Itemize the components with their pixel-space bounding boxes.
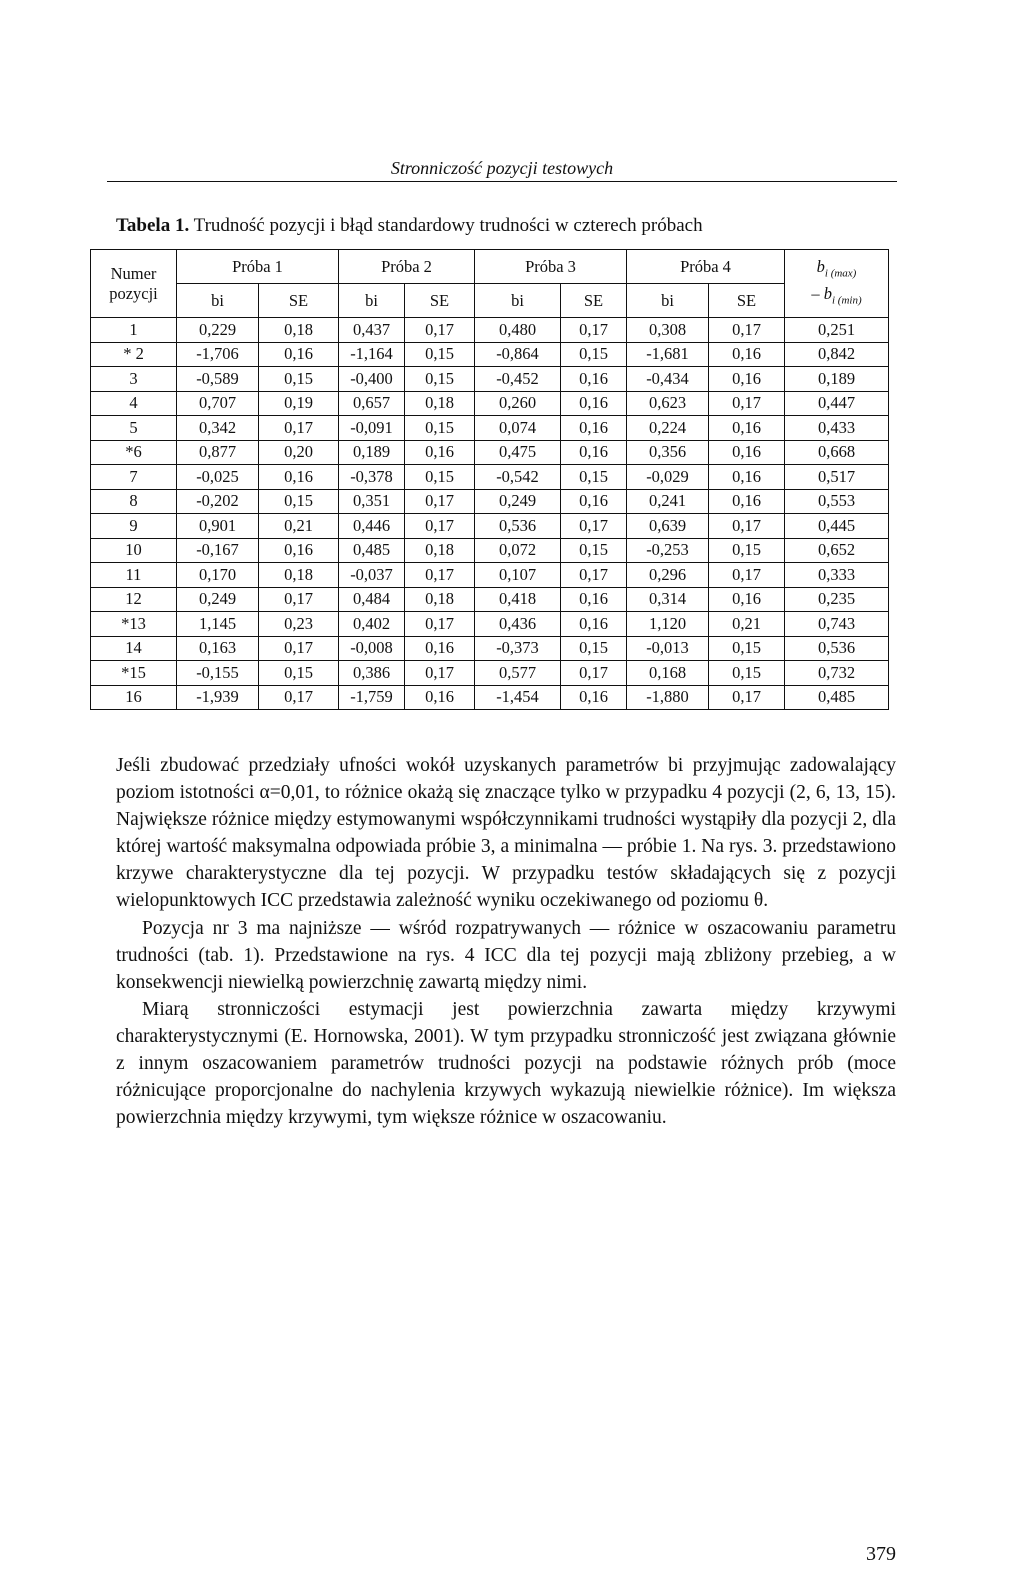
- table-cell: 0,16: [561, 685, 627, 710]
- table-cell: -1,706: [177, 342, 259, 367]
- table-cell: 0,16: [405, 685, 475, 710]
- table-cell: -0,008: [339, 636, 405, 661]
- row-number-cell: *6: [91, 440, 177, 465]
- table-cell: 0,17: [561, 514, 627, 539]
- table-cell: 0,21: [709, 612, 785, 637]
- table-row: [91, 587, 889, 612]
- table-cell: 0,241: [627, 489, 709, 514]
- table-cell: 0,16: [709, 367, 785, 392]
- table-cell: 0,652: [785, 538, 889, 563]
- table-cell: 0,15: [259, 661, 339, 686]
- table-cell: 0,418: [475, 587, 561, 612]
- subheader-b: bi: [627, 284, 709, 318]
- table-cell: 0,16: [709, 440, 785, 465]
- table-cell: 0,16: [405, 440, 475, 465]
- table-cell: 0,16: [259, 342, 339, 367]
- table-cell: 0,15: [405, 342, 475, 367]
- table-cell: 0,17: [405, 563, 475, 588]
- row-number-cell: 16: [91, 685, 177, 710]
- row-number-cell: *15: [91, 661, 177, 686]
- table-cell: 0,17: [709, 563, 785, 588]
- table-cell: -0,434: [627, 367, 709, 392]
- subheader-b: bi: [475, 284, 561, 318]
- table-cell: 0,15: [561, 636, 627, 661]
- page-number: 379: [866, 1543, 896, 1565]
- table-cell: 0,553: [785, 489, 889, 514]
- table-caption: [116, 215, 703, 237]
- row-number-cell: 11: [91, 563, 177, 588]
- subheader-se: SE: [561, 284, 627, 318]
- table-cell: 0,16: [561, 612, 627, 637]
- table-cell: -0,373: [475, 636, 561, 661]
- table-cell: 0,18: [405, 391, 475, 416]
- table-cell: 0,260: [475, 391, 561, 416]
- col-header-numer: [91, 250, 177, 318]
- table-cell: 0,16: [709, 587, 785, 612]
- table-row: [91, 661, 889, 686]
- table-cell: 0,485: [339, 538, 405, 563]
- table-cell: -0,378: [339, 465, 405, 490]
- running-head: Stronniczość pozycji testowych: [390, 158, 614, 178]
- table-cell: 0,107: [475, 563, 561, 588]
- table-cell: -1,880: [627, 685, 709, 710]
- range-line2-sub: i (min): [831, 293, 862, 306]
- table-cell: 0,249: [475, 489, 561, 514]
- table-row: [91, 636, 889, 661]
- difficulty-table: [90, 249, 889, 710]
- table-cell: 0,17: [405, 489, 475, 514]
- table-cell: -0,400: [339, 367, 405, 392]
- table-row: [91, 465, 889, 490]
- table-cell: 0,163: [177, 636, 259, 661]
- table-cell: 0,20: [259, 440, 339, 465]
- table-cell: 0,668: [785, 440, 889, 465]
- table-cell: 0,249: [177, 587, 259, 612]
- table-cell: 0,485: [785, 685, 889, 710]
- body-text: [116, 752, 896, 1131]
- table-cell: 0,436: [475, 612, 561, 637]
- table-cell: 0,351: [339, 489, 405, 514]
- group-header-proba-1: Próba 1: [177, 250, 339, 284]
- table-cell: -0,864: [475, 342, 561, 367]
- table-cell: -0,542: [475, 465, 561, 490]
- table-cell: -0,091: [339, 416, 405, 441]
- table-cell: 0,18: [405, 587, 475, 612]
- row-number-cell: 5: [91, 416, 177, 441]
- table-cell: 0,296: [627, 563, 709, 588]
- table-cell: 0,168: [627, 661, 709, 686]
- row-number-cell: 14: [91, 636, 177, 661]
- table-cell: 0,445: [785, 514, 889, 539]
- table-row: [91, 318, 889, 343]
- table-cell: 0,18: [259, 318, 339, 343]
- table-cell: -1,939: [177, 685, 259, 710]
- header-rule: [107, 181, 897, 182]
- table-row: [91, 563, 889, 588]
- table-cell: 0,17: [259, 636, 339, 661]
- range-line2: – b: [811, 283, 832, 303]
- group-header-proba-2: Próba 2: [339, 250, 475, 284]
- table-cell: 0,707: [177, 391, 259, 416]
- paragraph: Pozycja nr 3 ma najniższe — wśród rozpatrywanych — różnice w oszacowaniu parametru trudności (tab. 1). Przedstawione na rys. 4 ICC dla tej pozycji mają zbliżony przebieg, a w konsekwencji niewielką powierzchnię zawartą między nimi.: [116, 917, 896, 993]
- table-cell: 0,901: [177, 514, 259, 539]
- table-cell: 0,16: [561, 440, 627, 465]
- table-cell: -1,164: [339, 342, 405, 367]
- table-cell: 0,15: [405, 416, 475, 441]
- table-cell: -0,025: [177, 465, 259, 490]
- table-cell: 0,170: [177, 563, 259, 588]
- table-row: [91, 367, 889, 392]
- table-cell: 0,15: [561, 342, 627, 367]
- table-cell: 0,235: [785, 587, 889, 612]
- table-cell: 0,402: [339, 612, 405, 637]
- table-cell: 0,16: [709, 416, 785, 441]
- table-cell: 0,17: [259, 416, 339, 441]
- table-cell: 0,21: [259, 514, 339, 539]
- table-cell: 0,17: [405, 318, 475, 343]
- table-cell: 0,17: [405, 612, 475, 637]
- table-row: [91, 538, 889, 563]
- row-number-cell: * 2: [91, 342, 177, 367]
- col-header-range: [785, 250, 889, 318]
- table-cell: 0,17: [561, 661, 627, 686]
- table-cell: 0,16: [709, 489, 785, 514]
- table-cell: 0,189: [785, 367, 889, 392]
- table-cell: -0,452: [475, 367, 561, 392]
- table-cell: 0,536: [785, 636, 889, 661]
- table-cell: 0,15: [561, 538, 627, 563]
- table-row: [91, 440, 889, 465]
- table-cell: 0,189: [339, 440, 405, 465]
- table-cell: -0,155: [177, 661, 259, 686]
- row-number-cell: 7: [91, 465, 177, 490]
- table-row: [91, 416, 889, 441]
- table-cell: 0,536: [475, 514, 561, 539]
- range-line1-sub: i (max): [824, 267, 857, 280]
- table-cell: 0,577: [475, 661, 561, 686]
- table-cell: 0,386: [339, 661, 405, 686]
- table-cell: 0,16: [561, 416, 627, 441]
- table-cell: -1,454: [475, 685, 561, 710]
- table-cell: 0,333: [785, 563, 889, 588]
- table-cell: -1,759: [339, 685, 405, 710]
- table-cell: 0,17: [405, 514, 475, 539]
- table-cell: -0,167: [177, 538, 259, 563]
- table-cell: 0,484: [339, 587, 405, 612]
- table-cell: 0,19: [259, 391, 339, 416]
- table-cell: 0,342: [177, 416, 259, 441]
- table-cell: 0,251: [785, 318, 889, 343]
- table-cell: 0,308: [627, 318, 709, 343]
- table-cell: 0,16: [561, 489, 627, 514]
- row-number-cell: *13: [91, 612, 177, 637]
- col-header-numer-line2: pozycji: [109, 283, 158, 303]
- table-cell: 0,356: [627, 440, 709, 465]
- table-cell: 0,17: [259, 685, 339, 710]
- table-cell: 0,877: [177, 440, 259, 465]
- table-cell: 1,145: [177, 612, 259, 637]
- table-row: [91, 391, 889, 416]
- range-line1: b: [816, 257, 825, 277]
- group-header-proba-3: Próba 3: [475, 250, 627, 284]
- row-number-cell: 4: [91, 391, 177, 416]
- table-cell: 0,15: [709, 636, 785, 661]
- subheader-se: SE: [709, 284, 785, 318]
- table-cell: 0,15: [259, 367, 339, 392]
- table-cell: -0,013: [627, 636, 709, 661]
- table-cell: 0,16: [709, 342, 785, 367]
- paragraph: Miarą stronniczości estymacji jest powierzchnia zawarta między krzywymi charakterystycznymi (E. Hornowska, 2001). W tym przypadku stronniczość jest związana głównie z innym oszacowaniem parametrów trudności pozycji na podstawie różnych prób (moce różnicujące proporcjonalne do nachylenia krzywych wykazują niewielkie różnice). Im większa powierzchnia między krzywymi, tym większe różnice w oszacowaniu.: [116, 998, 896, 1129]
- col-header-numer-line1: Numer: [110, 263, 157, 283]
- row-number-cell: 8: [91, 489, 177, 514]
- table-cell: 0,17: [259, 587, 339, 612]
- table-body: [91, 318, 889, 710]
- row-number-cell: 9: [91, 514, 177, 539]
- table-cell: -0,589: [177, 367, 259, 392]
- table-cell: 0,17: [709, 685, 785, 710]
- table-cell: -1,681: [627, 342, 709, 367]
- table-cell: 0,743: [785, 612, 889, 637]
- table-cell: 0,732: [785, 661, 889, 686]
- table-cell: -0,253: [627, 538, 709, 563]
- table-cell: 0,15: [709, 661, 785, 686]
- table-cell: 0,16: [561, 587, 627, 612]
- caption-text: Trudność pozycji i błąd standardowy trudności w czterech próbach: [189, 215, 703, 236]
- table-cell: 0,16: [259, 465, 339, 490]
- table-cell: 0,517: [785, 465, 889, 490]
- table-cell: 0,15: [259, 489, 339, 514]
- table-cell: 0,18: [259, 563, 339, 588]
- table-cell: 0,657: [339, 391, 405, 416]
- paragraph: Jeśli zbudować przedziały ufności wokół uzyskanych parametrów bi przyjmując zadowalający poziom istotności α=0,01, to różnice okażą się znaczące tylko w przypadku 4 pozycji (2, 6, 13, 15). Największe różnice między estymowanymi współczynnikami trudności wystąpiły dla pozycji 2, dla której wartość maksymalna odpowiada próbie 3, a minimalna — próbie 1. Na rys. 3. przedstawiono krzywe charakterystyczne dla tej pozycji. W przypadku testów składających się z pozycji wielopunktowych ICC przedstawia zależność wyniku oczekiwanego od poziomu θ.: [116, 755, 896, 912]
- subheader-b: bi: [339, 284, 405, 318]
- row-number-cell: 12: [91, 587, 177, 612]
- table-cell: 0,18: [405, 538, 475, 563]
- table-cell: 0,15: [709, 538, 785, 563]
- table-cell: -0,029: [627, 465, 709, 490]
- row-number-cell: 10: [91, 538, 177, 563]
- table-cell: 0,229: [177, 318, 259, 343]
- table-cell: 0,16: [709, 465, 785, 490]
- table-cell: 0,17: [709, 514, 785, 539]
- table-cell: -0,202: [177, 489, 259, 514]
- table-cell: 0,15: [405, 367, 475, 392]
- table-cell: 0,16: [405, 636, 475, 661]
- table-cell: 0,17: [405, 661, 475, 686]
- row-number-cell: 3: [91, 367, 177, 392]
- subheader-b: bi: [177, 284, 259, 318]
- table-cell: 0,447: [785, 391, 889, 416]
- table-cell: 0,16: [259, 538, 339, 563]
- caption-label: Tabela 1.: [116, 215, 190, 236]
- table-cell: 0,314: [627, 587, 709, 612]
- table-cell: 0,475: [475, 440, 561, 465]
- table-cell: 0,842: [785, 342, 889, 367]
- subheader-se: SE: [259, 284, 339, 318]
- table-cell: 1,120: [627, 612, 709, 637]
- table-cell: 0,17: [709, 391, 785, 416]
- table-cell: 0,480: [475, 318, 561, 343]
- group-header-proba-4: Próba 4: [627, 250, 785, 284]
- table-row: [91, 342, 889, 367]
- table-cell: 0,074: [475, 416, 561, 441]
- table-row: [91, 685, 889, 710]
- subheader-se: SE: [405, 284, 475, 318]
- table-cell: 0,433: [785, 416, 889, 441]
- table-cell: 0,072: [475, 538, 561, 563]
- table-cell: 0,17: [561, 318, 627, 343]
- table-row: [91, 489, 889, 514]
- row-number-cell: 1: [91, 318, 177, 343]
- table-cell: 0,16: [561, 391, 627, 416]
- table-cell: 0,437: [339, 318, 405, 343]
- table-cell: 0,15: [561, 465, 627, 490]
- table-cell: 0,17: [561, 563, 627, 588]
- table-cell: 0,15: [405, 465, 475, 490]
- table-cell: 0,16: [561, 367, 627, 392]
- table-row: [91, 514, 889, 539]
- table-cell: 0,639: [627, 514, 709, 539]
- table-cell: 0,17: [709, 318, 785, 343]
- table-cell: 0,224: [627, 416, 709, 441]
- table-cell: 0,23: [259, 612, 339, 637]
- table-row: [91, 612, 889, 637]
- table-cell: 0,623: [627, 391, 709, 416]
- table-cell: 0,446: [339, 514, 405, 539]
- table-cell: -0,037: [339, 563, 405, 588]
